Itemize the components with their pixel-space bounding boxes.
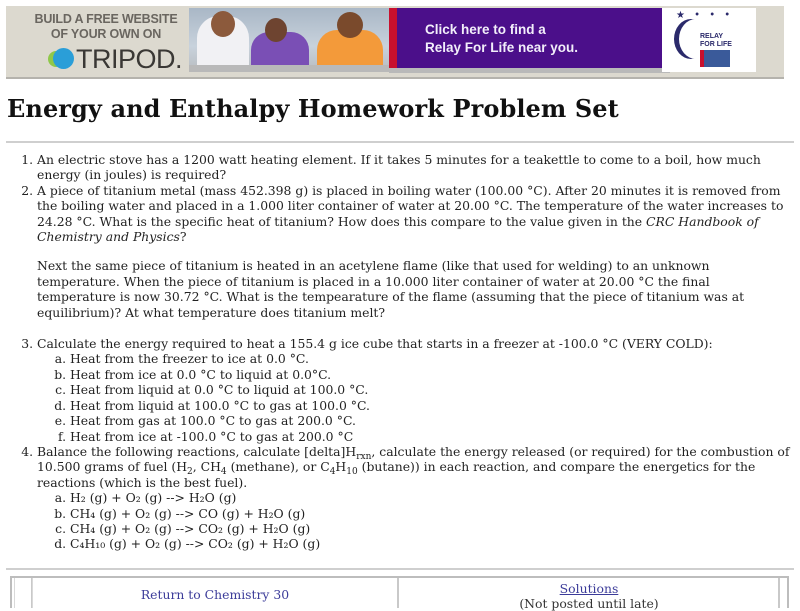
relay-for-life-ad-link[interactable]	[389, 8, 670, 72]
problem-3-item: d. Heat from liquid at 100.0 °C to gas at 100.0 °C.	[70, 398, 792, 413]
problem-2-followup: Next the same piece of titanium is heated in an acetylene flame (like that used for welding) to an unknown temperature. When the piece of titanium is placed in a 10.000 liter container of water at 20.00 °C the final temperature is now 30.72 °C. What is the tempearature of the flame (assuming that the piece of titanium was at equilibrium)? At what temperature does titanium melt?	[37, 258, 745, 320]
text-fragment: H	[335, 459, 347, 475]
problem-3-item: f. Heat from ice at -100.0 °C to gas at 200.0 °C	[70, 429, 792, 444]
problem-list	[0, 152, 792, 552]
relay-logo-line2: FOR LIFE	[700, 41, 732, 48]
tripod-ad-line1: BUILD A FREE WEBSITE	[34, 12, 178, 26]
problem-3-subitems	[37, 351, 792, 443]
footer-nav-table	[10, 576, 789, 611]
relay-logo-text	[700, 33, 732, 49]
solutions-link[interactable]: Solutions	[559, 581, 619, 596]
text-fragment: (methane), or C	[226, 459, 330, 475]
problem-3	[37, 336, 792, 444]
problem-2-text: A piece of titanium metal (mass 452.398 g) is placed in boiling water (100.00 °C). After 20 minutes it is removed from the boiling water and placed in a 1.000 liter container of water at 20.00 °C. The temperature of the water increases to 24.28 °C. What is the specific heat of titanium? How does this compare to the value given in the	[37, 182, 784, 229]
relay-ad-text	[425, 21, 578, 57]
subscript: rxn	[356, 451, 372, 462]
problem-3-text: Calculate the energy required to heat a 155.4 g ice cube that starts in a freezer at -100.0 °C (VERY COLD):	[37, 336, 713, 352]
tripod-logo-text: TRIPOD.	[76, 44, 183, 74]
problem-3-item: c. Heat from liquid at 0.0 °C to liquid at 100.0 °C.	[70, 382, 792, 397]
divider	[6, 568, 794, 570]
reaction-item: b. CH₄ (g) + O₂ (g) --> CO (g) + H₂O (g)	[70, 506, 792, 521]
problem-4	[37, 444, 792, 552]
person-head	[211, 11, 235, 37]
footer-solutions-cell	[400, 578, 780, 611]
ad-banner[interactable]	[6, 6, 784, 79]
tripod-logo-blue-dot-icon	[53, 48, 74, 69]
problem-2	[37, 183, 792, 320]
relay-logo-line1: RELAY	[700, 33, 724, 40]
tripod-ad[interactable]	[6, 6, 189, 77]
problem-1-text: An electric stove has a 1200 watt heating element. If it takes 5 minutes for a teakettle to come to a boil, how much energy (in joules) is required?	[37, 152, 761, 183]
relay-for-life-logo[interactable]	[662, 8, 756, 72]
relay-ad-line1: Click here to find a	[425, 22, 546, 37]
american-cancer-society-icon	[700, 50, 730, 67]
text-fragment: , calculate the energy released (or required) for the combustion of 10.500 grams of fuel (H	[37, 443, 790, 475]
person-head	[265, 18, 287, 42]
person-head	[337, 12, 363, 38]
text-fragment: , CH	[192, 459, 221, 475]
photo-bottom-bar	[189, 65, 389, 72]
tripod-ad-line2: OF YOUR OWN ON	[50, 27, 162, 41]
ad-photo[interactable]	[189, 8, 389, 72]
banner-end-panel	[756, 8, 784, 72]
subscript: 4	[220, 467, 227, 478]
subscript: 2	[187, 467, 193, 478]
problem-1	[37, 152, 792, 183]
relay-bottom-bar	[389, 68, 670, 73]
text-fragment: Balance the following reactions, calculate [delta]H	[37, 443, 357, 459]
page-title: Energy and Enthalpy Homework Problem Set	[7, 94, 619, 123]
stars-icon: ★ • • •	[676, 10, 734, 21]
return-to-chemistry-30-link[interactable]: Return to Chemistry 30	[140, 587, 290, 602]
problem-2-end: ?	[179, 229, 187, 245]
reaction-list	[37, 490, 792, 552]
footer-spacer-cell	[14, 578, 33, 608]
solutions-note: (Not posted until late)	[519, 596, 659, 611]
problem-list-container	[0, 152, 800, 552]
problem-3-item: e. Heat from gas at 100.0 °C to gas at 200.0 °C.	[70, 413, 792, 428]
footer-return-cell	[32, 578, 399, 608]
subscript: 10	[346, 467, 358, 478]
divider	[6, 141, 794, 143]
reaction-item: a. H₂ (g) + O₂ (g) --> H₂O (g)	[70, 490, 792, 505]
reaction-item: d. C₄H₁₀ (g) + O₂ (g) --> CO₂ (g) + H₂O (g)	[70, 536, 792, 551]
problem-3-item: a. Heat from the freezer to ice at 0.0 °C.	[70, 351, 792, 366]
subscript: 4	[329, 467, 336, 478]
crc-handbook-title: CRC Handbook of Chemistry and Physics	[37, 213, 759, 245]
relay-ad-line2: Relay For Life near you.	[425, 40, 579, 55]
reaction-item: c. CH₄ (g) + O₂ (g) --> CO₂ (g) + H₂O (g)	[70, 521, 792, 536]
problem-4-text	[37, 444, 789, 490]
text-fragment: (butane)) in each reaction, and compare the energetics for the reactions (which is the best fuel).	[37, 459, 756, 490]
problem-3-item: b. Heat from ice at 0.0 °C to liquid at 0.0°C.	[70, 367, 792, 382]
